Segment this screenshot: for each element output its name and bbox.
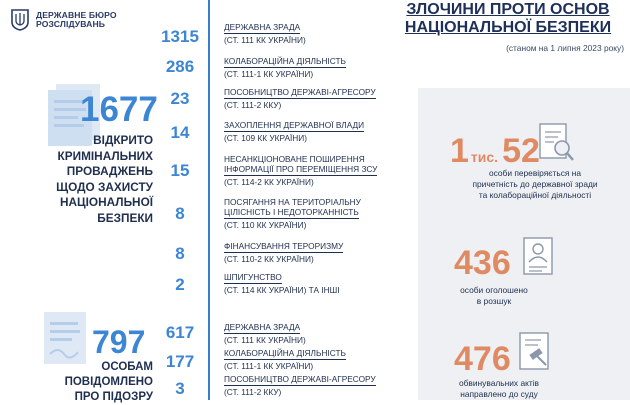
cases-desc-line: КРИМІНАЛЬНИХ (57, 148, 153, 163)
case-row-name: ЗАХОПЛЕННЯ ДЕРЖАВНОЇ ВЛАДИ (224, 120, 365, 130)
stat-line: особи перевіряється на (488, 168, 582, 178)
case-row-label (224, 241, 389, 264)
stat-line: обвинувальних актів (458, 378, 540, 388)
case-row-number: 8 (175, 204, 185, 223)
case-row-name-2: ЦІЛІСНІСТЬ І НЕДОТОРКАННІСТЬ (224, 207, 359, 217)
case-row-label (224, 120, 389, 143)
case-row-name: ПОСОБНИЦТВО ДЕРЖАВІ-АГРЕСОРУ (224, 87, 376, 97)
suspect-row-number: 3 (175, 379, 185, 398)
case-row-label (224, 87, 389, 110)
logo-line2: РОЗСЛІДУВАНЬ (36, 19, 106, 30)
stat-line: в розшук (476, 296, 512, 306)
suspect-row-article: (СТ. 111-2 ККУ) (224, 387, 282, 397)
cases-total: 1677 (80, 90, 158, 129)
case-row-number: 1315 (161, 27, 199, 46)
suspect-row-name: КОЛАБОРАЦІЙНА ДІЯЛЬНІСТЬ (224, 348, 346, 358)
suspect-row-article: (СТ. 111 КК УКРАЇНИ) (224, 335, 306, 345)
cases-desc-line: ПРОВАДЖЕНЬ (66, 164, 153, 178)
document-search-icon (536, 122, 576, 164)
wanted-persons-text (444, 285, 544, 307)
logo-text (36, 11, 117, 30)
case-row-number: 286 (165, 57, 195, 76)
cases-desc-line: НАЦІОНАЛЬНОЇ (60, 195, 153, 209)
case-row-article: (СТ. 114-2 КК УКРАЇНИ) (224, 177, 314, 187)
case-row-article: (СТ. 111 КК УКРАЇНИ) (224, 35, 306, 45)
case-row-name: ПОСЯГАННЯ НА ТЕРИТОРІАЛЬНУ (224, 197, 361, 207)
suspect-row-label (224, 374, 389, 397)
case-row-number: 14 (170, 123, 190, 142)
case-row-article: (СТ. 114 КК УКРАЇНИ) ТА ІНШІ (224, 285, 340, 295)
case-row-name: ДЕРЖАВНА ЗРАДА (224, 22, 301, 32)
stat-line: причетність до державної зради (472, 179, 598, 189)
indictments-number: 476 (454, 340, 511, 378)
stat-num-unit: тис. (470, 149, 499, 165)
case-row-number: 8 (175, 244, 185, 263)
case-row-article: (СТ. 110-2 КК УКРАЇНИ) (224, 254, 314, 264)
court-gavel-icon (516, 331, 556, 373)
case-row-number: 15 (170, 161, 190, 180)
case-row-article: (СТ. 111-1 КК УКРАЇНИ) (224, 69, 314, 79)
stat-line: направлено до суду (460, 389, 538, 399)
suspects-description (20, 360, 153, 405)
suspects-desc-line: ОСОБАМ ПОВІДОМЛЕНО (64, 361, 153, 388)
case-row-article: (СТ. 109 КК УКРАЇНИ) (224, 133, 307, 143)
case-row-label (224, 22, 389, 45)
stat-line: особи оголошено (460, 285, 528, 295)
case-row-article: (СТ. 111-2 ККУ) (224, 100, 282, 110)
cases-desc-line: ЩОДО ЗАХИСТУ (56, 179, 153, 194)
logo-line1: ДЕРЖАВНЕ БЮРО (36, 10, 117, 20)
suspect-row-label (224, 348, 389, 371)
suspects-total: 797 (92, 324, 146, 360)
page-subtitle: (станом на 1 липня 2023 року) (506, 43, 624, 53)
checked-persons-text (440, 168, 630, 201)
stat-num-part1: 1 (450, 132, 469, 170)
suspect-row-number: 617 (165, 323, 195, 342)
cases-desc-line: БЕЗПЕКИ (97, 210, 153, 225)
wanted-persons-number: 436 (454, 244, 511, 282)
cases-description (20, 133, 153, 226)
case-row-name: НЕСАНКЦІОНОВАНЕ ПОШИРЕННЯ (224, 154, 365, 164)
case-row-label (224, 56, 389, 79)
suspect-row-name: ДЕРЖАВНА ЗРАДА (224, 322, 301, 332)
page-title (392, 1, 624, 37)
case-row-label (224, 272, 389, 295)
suspect-row-label (224, 322, 389, 345)
suspects-desc-line: ПРО ПІДОЗРУ (74, 391, 153, 403)
case-row-label (224, 153, 389, 187)
case-row-number: 23 (170, 89, 190, 108)
case-row-name: КОЛАБОРАЦІЙНА ДІЯЛЬНІСТЬ (224, 56, 346, 66)
suspect-row-number: 177 (165, 352, 195, 371)
case-row-name-2: ІНФОРМАЦІЇ ПРО ПЕРЕМІЩЕННЯ ЗСУ (224, 164, 378, 174)
suspect-row-article: (СТ. 111-1 КК УКРАЇНИ) (224, 361, 314, 371)
dbr-logo (10, 7, 140, 33)
indictments-text (444, 378, 554, 400)
stat-line: та колабораційної діяльності (478, 190, 592, 200)
title-line2: НАЦІОНАЛЬНОЇ БЕЗПЕКИ (404, 19, 612, 36)
stat-num-part2: 52 (502, 132, 540, 170)
cases-desc-line: ВІДКРИТО (93, 133, 153, 147)
suspect-row-name: ПОСОБНИЦТВО ДЕРЖАВІ-АГРЕСОРУ (224, 374, 376, 384)
case-row-name: ШПИГУНСТВО (224, 272, 282, 282)
case-row-name: ФІНАНСУВАННЯ ТЕРОРИЗМУ (224, 241, 344, 251)
wanted-person-icon (520, 236, 560, 278)
case-row-number: 2 (175, 275, 185, 294)
title-line1: ЗЛОЧИНИ ПРОТИ ОСНОВ (406, 1, 610, 18)
case-row-label (224, 196, 389, 230)
trident-icon (10, 9, 30, 31)
case-row-article: (СТ. 110 КК УКРАЇНИ) (224, 220, 307, 230)
